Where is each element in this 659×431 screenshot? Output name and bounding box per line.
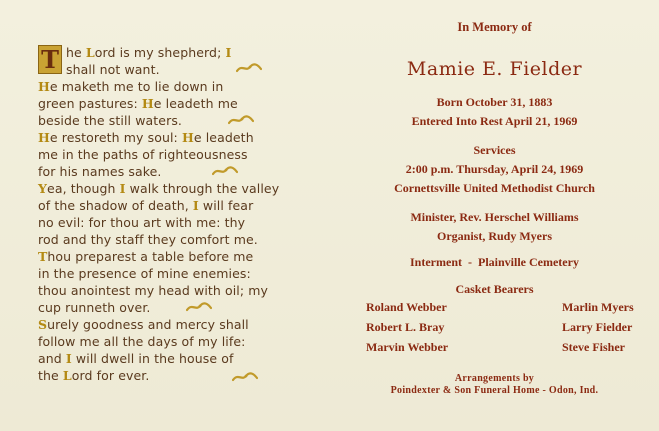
gold-flourish-icon — [236, 63, 262, 73]
psalm-text-segment: he — [66, 45, 86, 60]
psalm-text-segment: e leadeth me — [153, 96, 238, 111]
psalm-line — [38, 44, 268, 61]
illuminated-capital: H — [38, 79, 50, 94]
gold-flourish-icon — [186, 302, 212, 312]
psalm-text — [38, 44, 280, 384]
memory-heading: In Memory of — [457, 20, 532, 34]
psalm-text-segment: rod and thy staff they comfort me. — [38, 232, 258, 247]
memorial-panel — [330, 0, 659, 431]
psalm-text-segment: urely goodness and mercy shall — [47, 317, 249, 332]
illuminated-capital: T — [38, 249, 48, 264]
arrangements-heading: Arrangements by — [454, 373, 535, 384]
service-time: 2:00 p.m. Thursday, April 24, 1969 — [405, 162, 584, 176]
psalm-line — [38, 299, 268, 316]
psalm-line — [38, 282, 268, 299]
psalm-line — [38, 333, 268, 350]
psalm-line — [38, 197, 268, 214]
psalm-text-segment: for his names sake. — [38, 164, 162, 179]
birth-date: Born October 31, 1883 — [436, 95, 553, 109]
psalm-line — [38, 129, 268, 146]
illuminated-capital: I — [65, 351, 72, 366]
minister: Minister, Rev. Herschel Williams — [410, 210, 579, 224]
psalm-line — [38, 61, 268, 78]
psalm-text-segment: ord for ever. — [71, 368, 150, 383]
illuminated-capital: H — [141, 96, 154, 111]
service-place: Cornettsville United Methodist Church — [394, 181, 595, 195]
funeral-home: Poindexter & Son Funeral Home - Odon, Ind. — [390, 385, 599, 396]
psalm-text-segment: in the presence of mine enemies: — [38, 266, 251, 281]
illuminated-capital: S — [38, 317, 48, 332]
psalm-text-segment: cup runneth over. — [38, 300, 151, 315]
psalm-text-segment: will dwell in the house of — [71, 351, 234, 366]
bearer-name: Marlin Myers — [562, 300, 634, 314]
psalm-text-segment: no evil: for thou art with me: thy — [38, 215, 246, 230]
psalm-text-segment: follow me all the days of my life: — [38, 334, 246, 349]
bearer-name: Steve Fisher — [562, 340, 625, 354]
services-heading: Services — [473, 143, 516, 157]
casket-bearers-heading: Casket Bearers — [455, 282, 534, 296]
organist: Organist, Rudy Myers — [437, 229, 552, 243]
illuminated-capital: L — [62, 368, 72, 383]
bearer-name: Marvin Webber — [366, 340, 449, 354]
psalm-line — [38, 146, 268, 163]
psalm-text-segment: me in the paths of righteousness — [38, 147, 248, 162]
illuminated-capital: H — [38, 130, 50, 145]
psalm-text-segment: the — [38, 368, 63, 383]
psalm-line — [38, 214, 268, 231]
interment: Interment - Plainville Cemetery — [410, 255, 579, 269]
illuminated-capital: Y — [38, 181, 48, 196]
psalm-line — [38, 95, 268, 112]
psalm-text-segment: beside the still waters. — [38, 113, 183, 128]
psalm-line — [38, 350, 268, 367]
gold-flourish-icon — [232, 372, 258, 382]
gold-flourish-icon — [228, 115, 254, 125]
psalm-text-segment: shall not want. — [66, 62, 160, 77]
illuminated-capital: I — [119, 181, 126, 196]
deceased-name: Mamie E. Fielder — [406, 58, 583, 80]
rest-date: Entered Into Rest April 21, 1969 — [411, 114, 578, 128]
psalm-text-segment: of the shadow of death, — [38, 198, 193, 213]
psalm-line — [38, 78, 268, 95]
gold-flourish-icon — [212, 166, 238, 176]
illuminated-capital: H — [181, 130, 194, 145]
bearer-name: Robert L. Bray — [366, 320, 445, 334]
psalm-line — [38, 316, 268, 333]
psalm-text-segment: ord is my shepherd; — [94, 45, 226, 60]
psalm-line — [38, 248, 268, 265]
psalm-text-segment: walk through the valley — [125, 181, 280, 196]
drop-cap: T — [38, 45, 62, 74]
psalm-text-segment: will fear — [198, 198, 254, 213]
psalm-text-segment: thou anointest my head with oil; my — [38, 283, 269, 298]
psalm-text-segment: hou preparest a table before me — [47, 249, 254, 264]
psalm-text-segment: ea, though — [47, 181, 120, 196]
psalm-text-segment: e restoreth my soul: — [49, 130, 182, 145]
illuminated-capital: I — [225, 45, 232, 60]
illuminated-capital: I — [192, 198, 199, 213]
bearer-name: Roland Webber — [366, 300, 447, 314]
psalm-text-segment: and — [38, 351, 66, 366]
bearer-name: Larry Fielder — [562, 320, 633, 334]
psalm-text-segment: green pastures: — [38, 96, 142, 111]
psalm-line — [38, 180, 280, 197]
illuminated-capital: L — [85, 45, 95, 60]
psalm-line — [38, 265, 268, 282]
psalm-text-segment: e maketh me to lie down in — [49, 79, 224, 94]
psalm-line — [38, 231, 268, 248]
psalm-text-segment: e leadeth — [193, 130, 254, 145]
